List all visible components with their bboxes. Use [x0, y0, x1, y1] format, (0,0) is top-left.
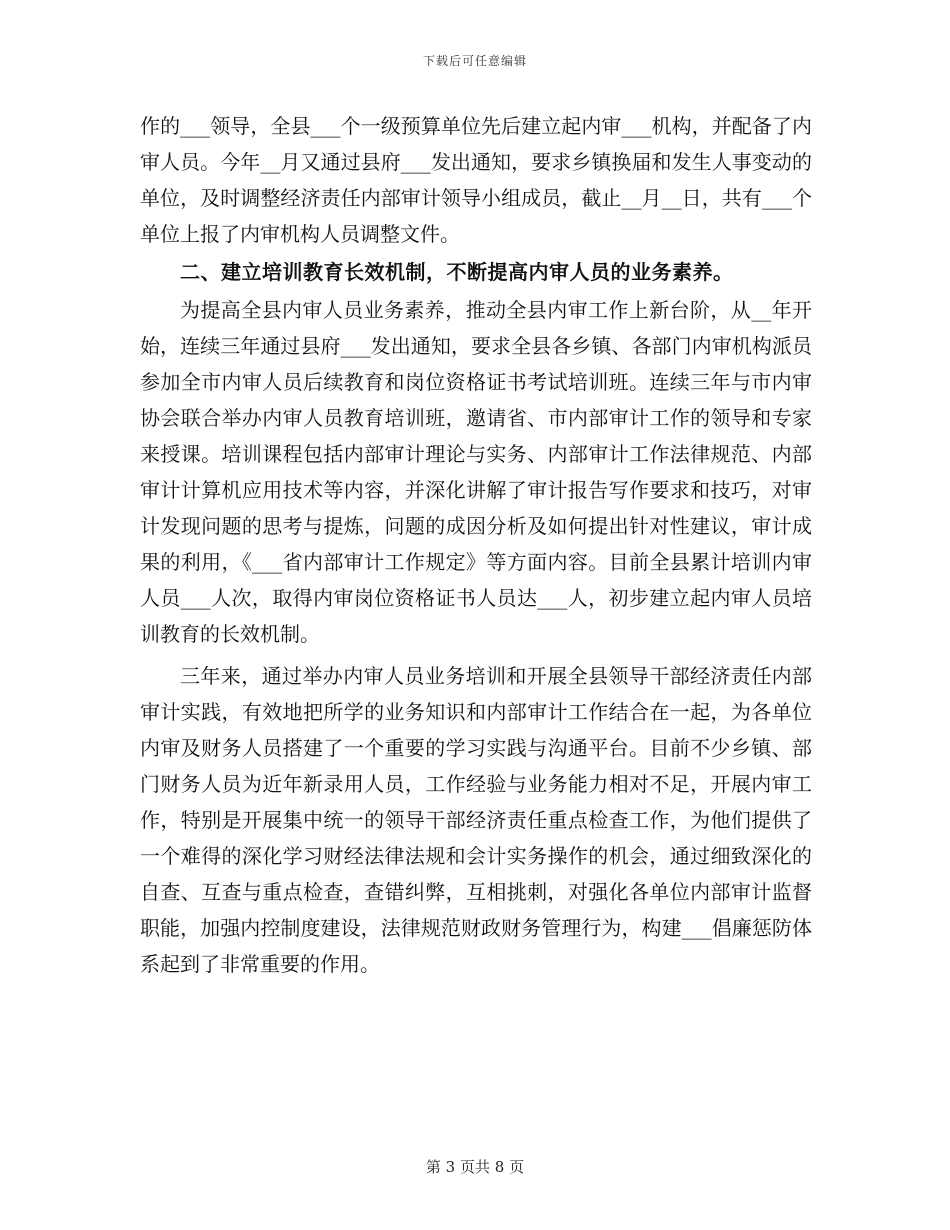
page-footer: 第 3 页共 8 页 — [425, 1158, 525, 1176]
page-header: 下载后可任意编辑 — [422, 54, 527, 68]
paragraph-training: 为提高全县内审人员业务素养，推动全县内审工作上新台阶，从__年开始，连续三年通过县府___发出通知，要求全县各乡镇、各部门内审机构派员参加全市内审人员后续教育和岗位资格证书考试培训班。连续三年与市内审协会联合举办内审人员教育培训班，邀请省、市内部审计工作的领导和专家来授课。培训课程包括内部审计理论与实务、内部审计工作法律规范、内部审计计算机应用技术等内容，并深化讲解了审计报告写作要求和技巧，对审计发现问题的思考与提炼，问题的成因分析及如何提出针对性建议，审计成果的利用，《___省内部审计工作规定》等方面内容。目前全县累计培训内审人员___人次，取得内审岗位资格证书人员达___人，初步建立起内审人员培训教育的长效机制。 — [140, 298, 812, 646]
paragraph-continuation: 作的___领导，全县___个一级预算单位先后建立起内审___机构，并配备了内审人员。今年__月又通过县府___发出通知，要求乡镇换届和发生人事变动的单位，及时调整经济责任内部审计领导小组成员，截止__月__日，共有___个单位上报了内审机构人员调整文件。 — [140, 114, 812, 246]
section-heading: 二、建立培训教育长效机制，不断提高内审人员的业务素养。 — [180, 260, 734, 284]
paragraph-results: 三年来，通过举办内审人员业务培训和开展全县领导干部经济责任内部审计实践，有效地把所学的业务知识和内部审计工作结合在一起，为各单位内审及财务人员搭建了一个重要的学习实践与沟通平台。目前不少乡镇、部门财务人员为近年新录用人员，工作经验与业务能力相对不足，开展内审工作，特别是开展集中统一的领导干部经济责任重点检查工作，为他们提供了一个难得的深化学习财经法律法规和会计实务操作的机会，通过细致深化的自查、互查与重点检查，查错纠弊，互相挑刺，对强化各单位内部审计监督职能，加强内控制度建设，法律规范财政财务管理行为，构建___倡廉惩防体系起到了非常重要的作用。 — [140, 664, 812, 976]
document-body — [140, 108, 812, 982]
